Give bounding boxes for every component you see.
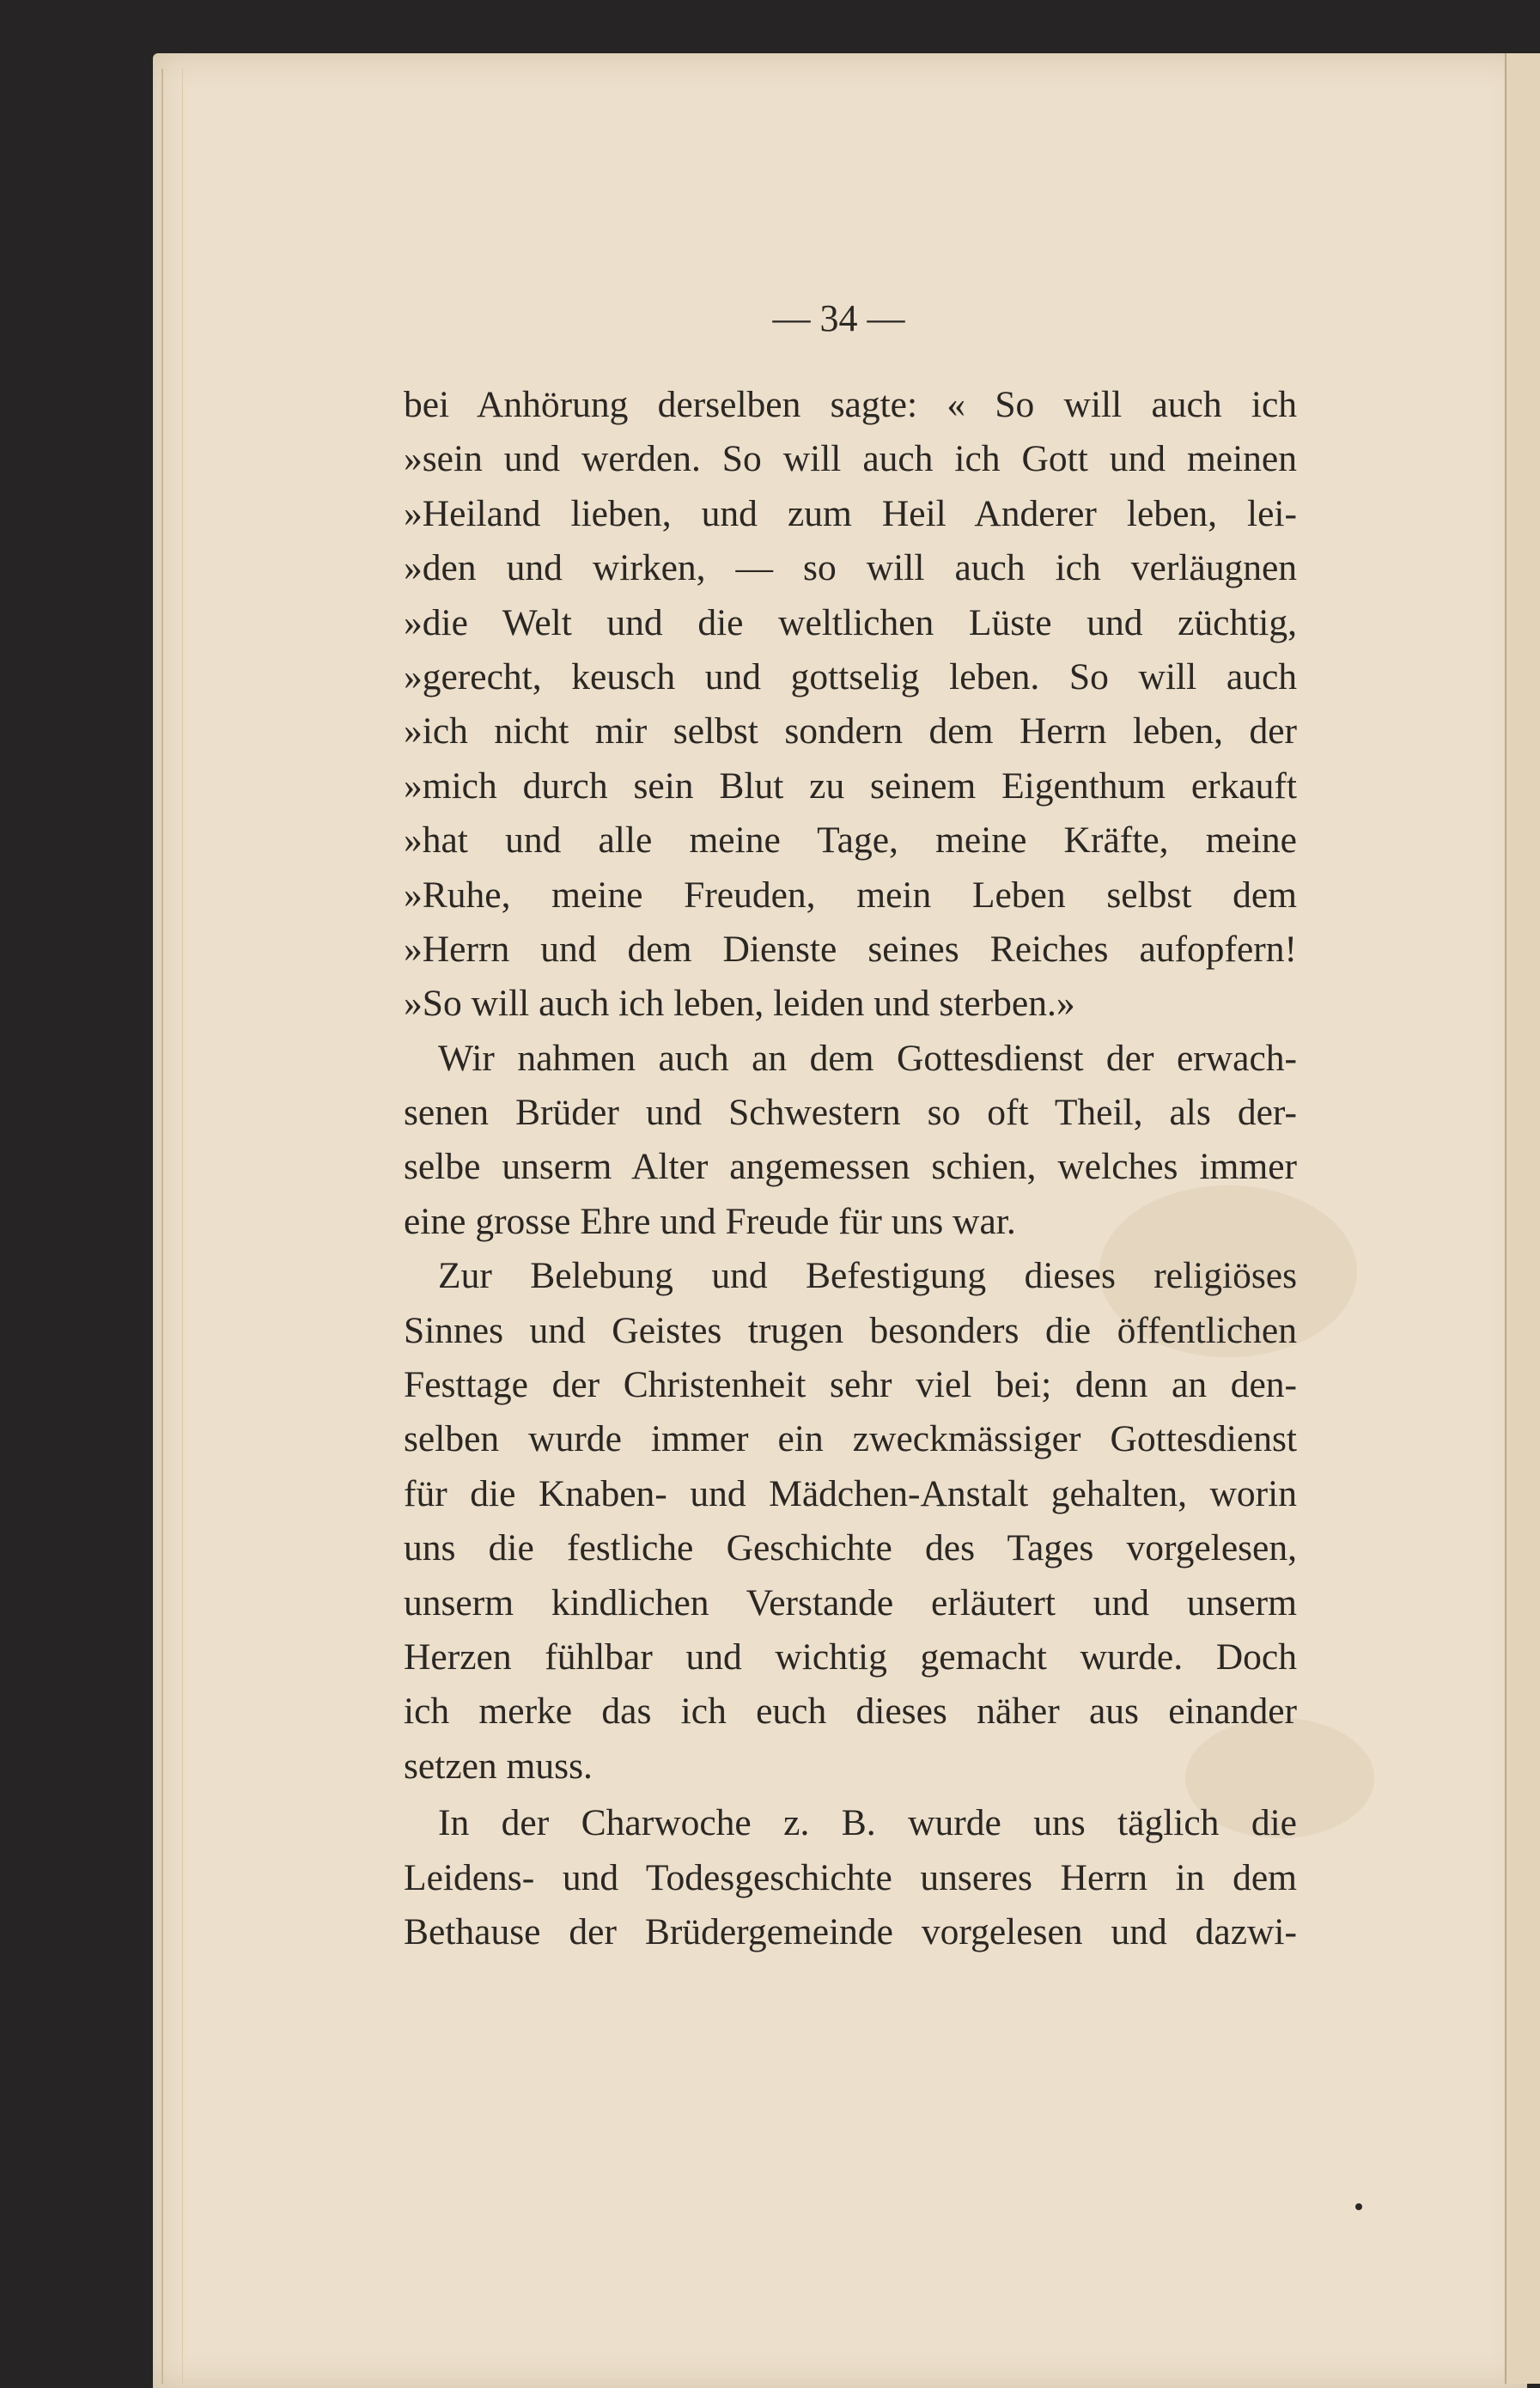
text-line: »gerecht, keusch und gottselig leben. So will auch (404, 655, 1297, 698)
text-line: Leidens- und Todesgeschichte unseres Herrn in dem (404, 1856, 1297, 1898)
ink-dot (1355, 2203, 1362, 2210)
text-line: »ich nicht mir selbst sondern dem Herrn leben, der (404, 710, 1297, 752)
text-line: bei Anhörung derselben sagte: « So will auch ich (404, 384, 1297, 425)
text-line: »mich durch sein Blut zu seinem Eigenthum erkauft (404, 765, 1297, 807)
body-text (404, 378, 1297, 1959)
text-line: Festtage der Christenheit sehr viel bei; denn an den- (404, 1364, 1297, 1406)
text-line: »Ruhe, meine Freuden, mein Leben selbst dem (404, 874, 1297, 916)
text-line: »hat und alle meine Tage, meine Kräfte, meine (404, 819, 1297, 862)
paragraph-first-line: Wir nahmen auch an dem Gottesdienst der erwach- (438, 1037, 1297, 1079)
page-number: — 34 — (772, 297, 905, 339)
text-line: setzen muss. (404, 1745, 593, 1787)
text-line: selbe unserm Alter angemessen schien, welches immer (404, 1146, 1297, 1188)
text-line: »sein und werden. So will auch ich Gott und meinen (404, 438, 1297, 480)
text-line: »Heiland lieben, und zum Heil Anderer leben, lei- (404, 492, 1297, 534)
text-line: »die Welt und die weltlichen Lüste und züchtig, (404, 601, 1297, 643)
text-line: unserm kindlichen Verstande erläutert und unserm (404, 1581, 1297, 1623)
text-line: eine grosse Ehre und Freude für uns war. (404, 1200, 1016, 1242)
text-line: ich merke das ich euch dieses näher aus einander (404, 1690, 1297, 1733)
text-line: selben wurde immer ein zweckmässiger Gottesdienst (404, 1418, 1297, 1460)
text-line: »Herrn und dem Dienste seines Reiches aufopfern! (404, 928, 1297, 970)
text-line: senen Brüder und Schwestern so oft Theil, als der- (404, 1092, 1297, 1134)
text-line: »den und wirken, — so will auch ich verläugnen (404, 547, 1297, 589)
text-line: uns die festliche Geschichte des Tages vorgelesen, (404, 1527, 1297, 1569)
text-line: Sinnes und Geistes trugen besonders die öffentlichen (404, 1309, 1297, 1351)
page-right-edge (1505, 53, 1540, 2384)
text-line: »So will auch ich leben, leiden und sterben.» (404, 983, 1075, 1025)
paragraph-first-line: In der Charwoche z. B. wurde uns täglich die (438, 1802, 1297, 1844)
text-line: Bethause der Brüdergemeinde vorgelesen und dazwi- (404, 1910, 1297, 1952)
paragraph-first-line: Zur Belebung und Befestigung dieses religiöses (438, 1255, 1297, 1297)
text-line: Herzen fühlbar und wichtig gemacht wurde. Doch (404, 1636, 1297, 1678)
page-left-edge (161, 69, 183, 2384)
text-line: für die Knaben- und Mädchen-Anstalt gehalten, worin (404, 1472, 1297, 1514)
